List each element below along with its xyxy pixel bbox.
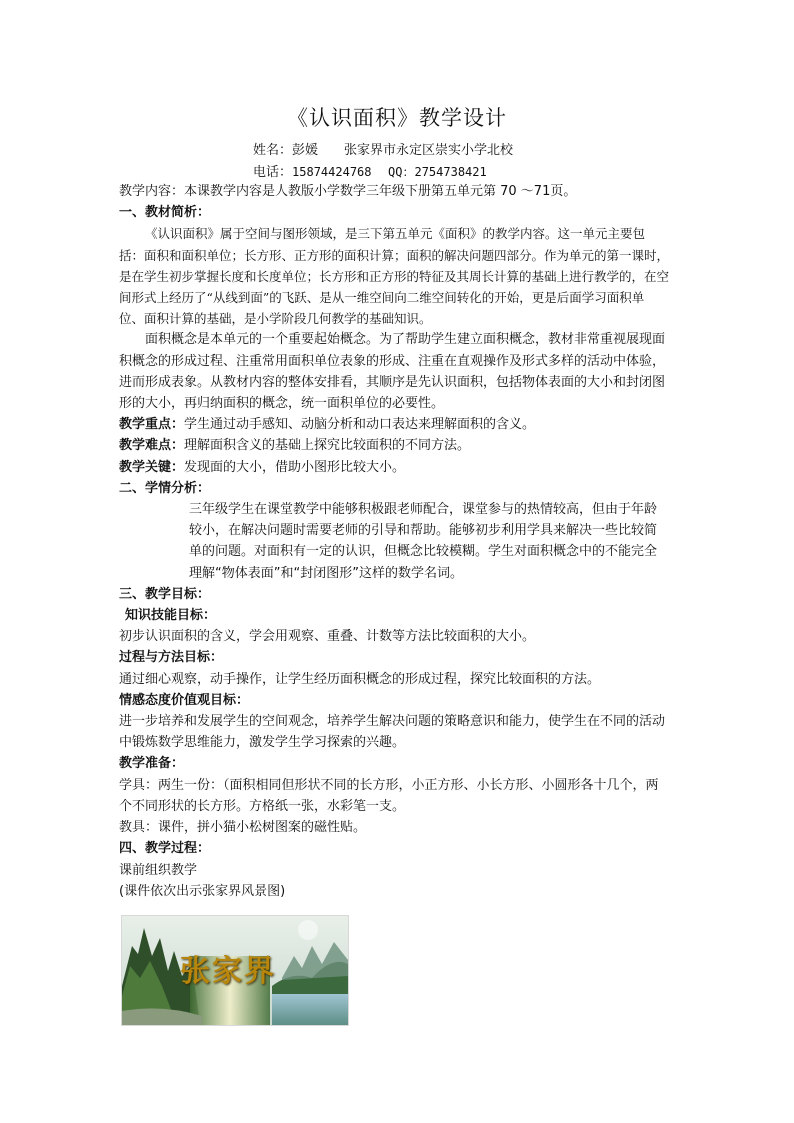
section-2-text: 三年级学生在课堂教学中能够积极跟老师配合，课堂参与的热情较高，但由于年龄较小，在解决问题时需要老师的引导和帮助。能够初步利用学具来解决一些比较简单的问题。对面积有一定的认识，但概念比较模糊。学生对面积概念中的不能完全理解“物体表面”和“封闭图形”这样的数学名词。 xyxy=(189,502,658,581)
difficulty-text: 理解面积含义的基础上探究比较面积的不同方法。 xyxy=(184,438,471,454)
goal-2-text: 通过细心观察，动手操作，让学生经历面积概念的形成过程，探究比较面积的方法。 xyxy=(119,671,601,687)
contact-line xyxy=(253,161,487,180)
goal-3-text: 进一步培养和发展学生的空间观念，培养学生解决问题的策略意识和能力，使学生在不同的活动中锻炼数学思维能力，激发学生学习探索的兴趣。 xyxy=(119,714,666,751)
goal-1-label: 知识技能目标： xyxy=(125,608,217,624)
document-title: 《认识面积》教学设计 xyxy=(287,106,507,130)
focus-label: 教学重点： xyxy=(119,417,185,433)
goal-3-label: 情感态度价值观目标： xyxy=(119,692,250,708)
section-1-paragraph-1: 《认识面积》属于空间与图形领域，是三下第五单元《面积》的教学内容。这一单元主要包括：面积和面积单位；长方形、正方形的面积计算；面积的解决问题四部分。作为单元的第一课时，是在学生初步掌握长度和长度单位；长方形和正方形的特征及其周长计算的基础上进行教学的，在空间形式上经历了“从线到面”的飞跃、是从一维空间向二维空间转化的开始，更是后面学习面积单位、面积计算的基础，是小学阶段几何教学的基础知识。 xyxy=(119,226,670,327)
qq-number: 2754738421 xyxy=(414,165,487,179)
document-body xyxy=(119,181,669,902)
section-4-line-2: (课件依次出示张家界风景图) xyxy=(119,883,286,899)
section-2-heading: 二、学情分析： xyxy=(119,480,211,496)
key-text: 发现面的大小，借助小图形比较大小。 xyxy=(184,459,406,475)
section-4-line-1: 课前组织教学 xyxy=(119,862,198,878)
difficulty-label: 教学难点： xyxy=(119,438,185,454)
section-4-heading: 四、教学过程： xyxy=(119,841,211,857)
prep-label: 教学准备： xyxy=(119,756,185,772)
phone-label: 电话： xyxy=(253,165,293,180)
zhangjiajie-landscape-image xyxy=(121,915,349,1026)
difficulty-line xyxy=(119,435,669,456)
qq-label: QQ： xyxy=(388,165,415,179)
content-line: 教学内容：本课教学内容是人教版小学数学三年级下册第五单元第 70 ～71页。 xyxy=(119,184,577,199)
prep-student: 学具：两生一份：（面积相同但形状不同的长方形，小正方形、小长方形、小圆形各十几个，两个不同形状的长方形。方格纸一张，水彩笔一支。 xyxy=(119,777,659,814)
prep-teacher: 教具：课件，拼小猫小松树图案的磁性贴。 xyxy=(119,820,367,836)
section-3-heading: 三、教学目标： xyxy=(119,586,211,602)
key-line xyxy=(119,457,669,478)
author-line: 姓名：彭媛 张家界市永定区崇实小学北校 xyxy=(253,143,514,158)
key-label: 教学关键： xyxy=(119,459,185,475)
goal-2-label: 过程与方法目标： xyxy=(119,650,224,666)
section-1-paragraph-2: 面积概念是本单元的一个重要起始概念。为了帮助学生建立面积概念，教材非常重视展现面积概念的形成过程、注重常用面积单位表象的形成、注重在直观操作及形式多样的活动中体验，进而形成表象。从教材内容的整体安排看，其顺序是先认识面积，包括物体表面的大小和封闭图形的大小，再归纳面积的概念，统一面积单位的必要性。 xyxy=(119,332,666,412)
section-1-heading: 一、教材简析： xyxy=(119,205,211,221)
goal-1-text: 初步认识面积的含义，学会用观察、重叠、计数等方法比较面积的大小。 xyxy=(119,629,536,645)
focus-line xyxy=(119,414,669,435)
focus-text: 学生通过动手感知、动脑分析和动口表达来理解面积的含义。 xyxy=(184,417,536,433)
photo-caption: 张家界 xyxy=(180,954,276,989)
phone-number: 15874424768 xyxy=(292,165,372,179)
